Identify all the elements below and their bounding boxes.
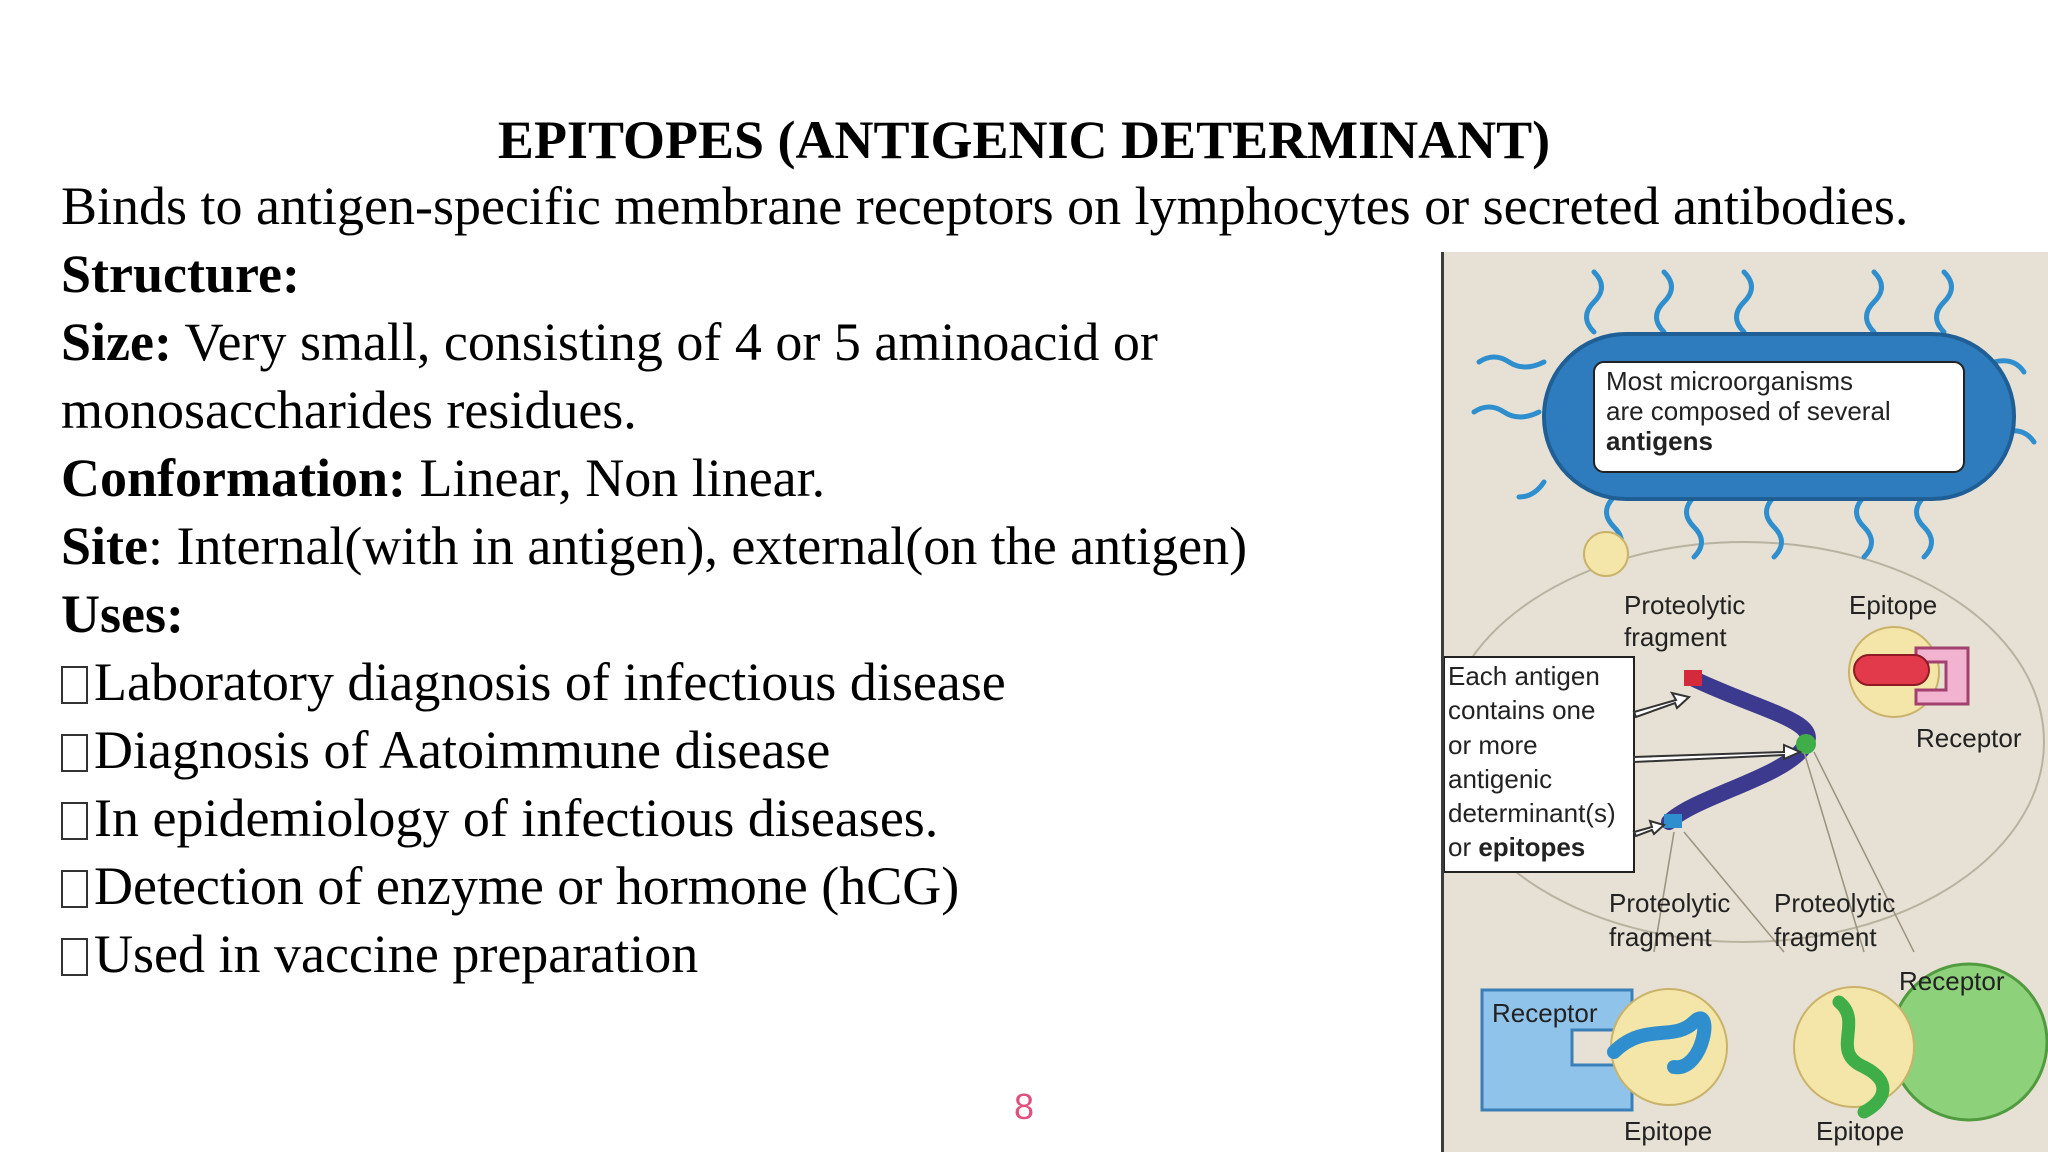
epitope-shape: [1854, 655, 1929, 685]
checkbox-glyph-icon: [61, 802, 88, 840]
conformation-label: Conformation:: [61, 448, 406, 508]
epitope-figure: [1441, 252, 2048, 1152]
antigen-note-line: Each antigen: [1448, 661, 1600, 691]
uses-heading: [61, 582, 184, 646]
epitope-bottom-left-label: Epitope: [1624, 1116, 1713, 1146]
antigen-note-line: [1448, 832, 1585, 862]
microbe-note-line: Most microorganisms: [1606, 366, 1854, 396]
uses-item: [61, 854, 959, 918]
antigen-note-line: contains one: [1448, 695, 1596, 725]
uses-item: [61, 922, 698, 986]
antigen-note-line: or more: [1448, 730, 1538, 760]
antigen-note-bold: epitopes: [1478, 832, 1586, 862]
epitope-bottom-right-label: Epitope: [1816, 1116, 1905, 1146]
checkbox-glyph-icon: [61, 870, 88, 908]
slide-title: EPITOPES (ANTIGENIC DETERMINANT): [497, 110, 1551, 170]
receptor-bottom-left-label: Receptor: [1492, 998, 1598, 1028]
receptor-right-label: Receptor: [1916, 723, 2022, 753]
uses-item-text: In epidemiology of infectious diseases.: [94, 788, 939, 848]
conformation-text: Linear, Non linear.: [405, 448, 826, 508]
checkbox-glyph-icon: [61, 938, 88, 976]
uses-item-text: Diagnosis of Aatoimmune disease: [94, 720, 831, 780]
antigen-note-line: antigenic: [1448, 764, 1553, 794]
size-text: Very small, consisting of 4 or 5 aminoacid or: [171, 312, 1158, 372]
structure-heading: [61, 242, 300, 306]
receptor-bottom-right-label: Receptor: [1899, 966, 2005, 996]
proteolytic-right-label: Proteolytic: [1774, 888, 1896, 918]
proteolytic-fragment-top-label: fragment: [1624, 622, 1727, 652]
page-number: 8: [1013, 1086, 1035, 1127]
epitope-top-label: Epitope: [1849, 590, 1938, 620]
proteolytic-fragment-top-label: Proteolytic: [1624, 590, 1746, 620]
uses-item-text: Laboratory diagnosis of infectious disease: [94, 652, 1006, 712]
size-line-cont: monosaccharides residues.: [61, 380, 637, 440]
site-label: Site: [61, 516, 148, 576]
proteolytic-left-label: fragment: [1609, 922, 1712, 952]
uses-item-text: Detection of enzyme or hormone (hCG): [94, 856, 960, 916]
size-line: [61, 310, 1158, 374]
fragment-origin: [1584, 532, 1628, 576]
conformation-line: [61, 446, 825, 510]
proteolytic-left-label: Proteolytic: [1609, 888, 1731, 918]
uses-item: [61, 650, 1006, 714]
uses-heading-label: Uses:: [61, 584, 184, 644]
uses-item: [61, 718, 830, 782]
uses-item-text: Used in vaccine preparation: [94, 924, 699, 984]
checkbox-glyph-icon: [61, 734, 88, 772]
site-line: [61, 514, 1247, 578]
epitope-red: [1684, 670, 1702, 686]
epitope-blue: [1664, 814, 1682, 828]
proteolytic-right-label: fragment: [1774, 922, 1877, 952]
antigen-note-prefix: or: [1448, 832, 1479, 862]
size-label: Size:: [61, 312, 172, 372]
structure-heading-label: Structure:: [61, 244, 300, 304]
antigen-note-line: determinant(s): [1448, 798, 1616, 828]
site-text: : Internal(with in antigen), external(on the antigen): [148, 516, 1248, 576]
uses-item: [61, 786, 938, 850]
microbe-note-line: are composed of several: [1606, 396, 1891, 426]
checkbox-glyph-icon: [61, 666, 88, 704]
intro-text: Binds to antigen-specific membrane receptors on lymphocytes or secreted antibodies.: [61, 176, 1909, 236]
microbe-note-line: antigens: [1606, 426, 1713, 456]
